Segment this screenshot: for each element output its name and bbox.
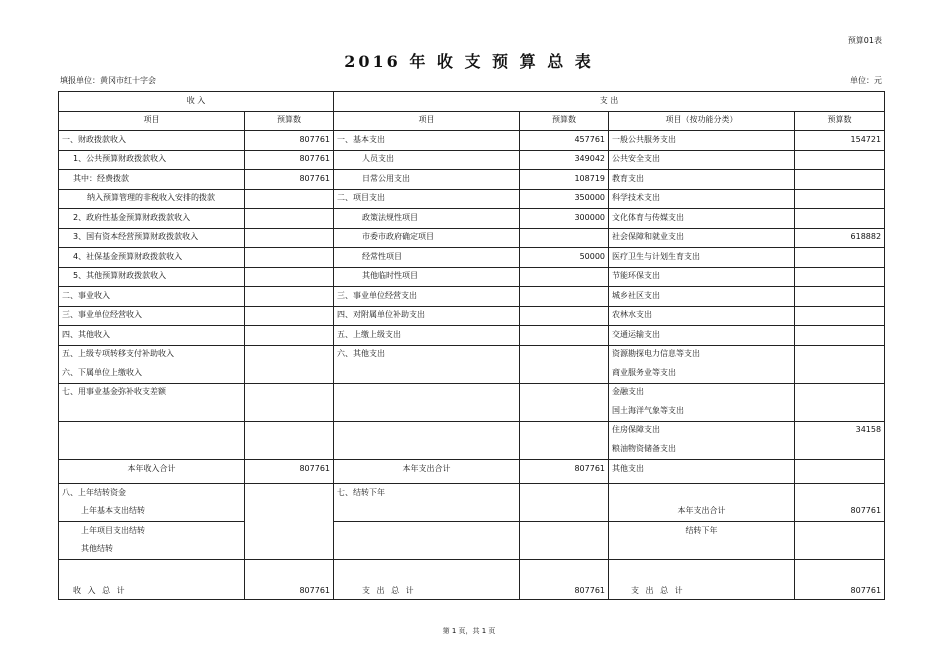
- income-item: 其他结转: [59, 541, 245, 560]
- expense-item: 五、上缴上级支出: [334, 326, 520, 346]
- expense-item: 政策法规性项目: [334, 209, 520, 229]
- expense-item: 七、结转下年: [334, 484, 520, 503]
- income-amount: [245, 189, 334, 209]
- function-item: 城乡社区支出: [609, 287, 795, 307]
- function-item: 资源勘探电力信息等支出: [609, 345, 795, 364]
- income-item: 四、其他收入: [59, 326, 245, 346]
- expense-amount: [520, 228, 609, 248]
- page-number: 第 1 页，共 1 页: [442, 627, 496, 635]
- income-item: 八、上年结转资金: [59, 484, 245, 503]
- income-item: 五、上级专项转移支付补助收入: [59, 345, 245, 364]
- table-row: [59, 326, 885, 346]
- function-amount: [795, 189, 885, 209]
- function-amount: [795, 306, 885, 326]
- expense-grand-total-label: 支 出 总 计: [334, 560, 520, 600]
- expense-item: [334, 364, 520, 383]
- income-amount: [245, 209, 334, 229]
- income-item: 4、社保基金预算财政拨款收入: [59, 248, 245, 268]
- table-row: [59, 383, 885, 402]
- function-amount: [795, 440, 885, 459]
- function-amount: [795, 541, 885, 560]
- table-row: [59, 131, 885, 151]
- income-group-header: 收 入: [59, 92, 334, 112]
- column-header-row: [59, 111, 885, 131]
- expense-year-total-label: 本年支出合计: [334, 459, 520, 484]
- income-amount: [245, 326, 334, 346]
- income-amount: [245, 287, 334, 307]
- income-amount: [245, 248, 334, 268]
- function-item: 公共安全支出: [609, 150, 795, 170]
- table-row: [59, 306, 885, 326]
- table-row: [59, 150, 885, 170]
- table-row: [59, 503, 885, 522]
- expense-amount: [520, 267, 609, 287]
- function-item: 交通运输支出: [609, 326, 795, 346]
- function-item: 一般公共服务支出: [609, 131, 795, 151]
- table-row: [59, 209, 885, 229]
- function-item: 其他支出: [609, 459, 795, 484]
- table-row: [59, 267, 885, 287]
- income-item: 六、下属单位上缴收入: [59, 364, 245, 383]
- income-amount: [245, 345, 334, 383]
- function-amount: [795, 267, 885, 287]
- form-code: 预算01表: [847, 36, 882, 45]
- function-amount: [795, 326, 885, 346]
- expense-year-total-amount: 807761: [520, 459, 609, 484]
- function-amount: 34158: [795, 421, 885, 440]
- table-row: [59, 345, 885, 364]
- expense-amount: [520, 306, 609, 326]
- income-amount: 807761: [245, 131, 334, 151]
- function-amount: [795, 287, 885, 307]
- col-header-expense-budget: 预算数: [520, 111, 609, 131]
- table-row: [59, 364, 885, 383]
- income-grand-total-amount: 807761: [245, 560, 334, 600]
- table-row: [59, 228, 885, 248]
- expense-item: [334, 421, 520, 459]
- function-item: 教育支出: [609, 170, 795, 190]
- expense-item: 六、其他支出: [334, 345, 520, 364]
- function-grand-total-amount: 807761: [795, 560, 885, 600]
- expense-item: 二、项目支出: [334, 189, 520, 209]
- income-amount: [245, 421, 334, 459]
- function-amount: 618882: [795, 228, 885, 248]
- function-amount: [795, 522, 885, 541]
- expense-amount: 349042: [520, 150, 609, 170]
- income-item: 三、事业单位经营收入: [59, 306, 245, 326]
- function-carry-label: 结转下年: [609, 522, 795, 541]
- table-row: [59, 248, 885, 268]
- function-year-total-label: 本年支出合计: [609, 503, 795, 522]
- income-amount: [245, 306, 334, 326]
- expense-amount: [520, 287, 609, 307]
- income-item: [59, 402, 245, 421]
- function-amount: [795, 484, 885, 503]
- expense-item: 三、事业单位经营支出: [334, 287, 520, 307]
- expense-amount: 350000: [520, 189, 609, 209]
- function-item: 文化体育与传媒支出: [609, 209, 795, 229]
- income-item: 二、事业收入: [59, 287, 245, 307]
- expense-amount: 300000: [520, 209, 609, 229]
- expense-amount: 50000: [520, 248, 609, 268]
- income-amount: [245, 383, 334, 421]
- income-item: 1、公共预算财政拨款收入: [59, 150, 245, 170]
- table-row: [59, 522, 885, 541]
- function-item: 住房保障支出: [609, 421, 795, 440]
- income-item: 纳入预算管理的非税收入安排的拨款: [59, 189, 245, 209]
- group-header-row: [59, 92, 885, 112]
- expense-item: [334, 383, 520, 421]
- expense-item: [334, 503, 520, 522]
- function-amount: [795, 383, 885, 402]
- function-item: 社会保障和就业支出: [609, 228, 795, 248]
- function-item: 商业服务业等支出: [609, 364, 795, 383]
- table-row: [59, 189, 885, 209]
- function-year-total-amount: 807761: [795, 503, 885, 522]
- function-amount: [795, 459, 885, 484]
- table-row: [59, 421, 885, 440]
- function-item: 节能环保支出: [609, 267, 795, 287]
- function-amount: [795, 248, 885, 268]
- income-item: 七、用事业基金弥补收支差额: [59, 383, 245, 402]
- income-item: 上年基本支出结转: [59, 503, 245, 522]
- income-item: 3、国有资本经营预算财政拨款收入: [59, 228, 245, 248]
- function-grand-total-label: 支 出 总 计: [609, 560, 795, 600]
- col-header-function-budget: 预算数: [795, 111, 885, 131]
- income-amount: [245, 484, 334, 560]
- income-amount: 807761: [245, 170, 334, 190]
- page-title: 2016 年 收 支 预 算 总 表: [344, 52, 594, 71]
- expense-amount: 457761: [520, 131, 609, 151]
- income-item: 5、其他预算财政拨款收入: [59, 267, 245, 287]
- function-amount: 154721: [795, 131, 885, 151]
- function-amount: [795, 345, 885, 364]
- function-item: 农林水支出: [609, 306, 795, 326]
- income-amount: [245, 267, 334, 287]
- function-amount: [795, 150, 885, 170]
- income-amount: [245, 228, 334, 248]
- expense-amount: [520, 522, 609, 560]
- col-header-income-item: 项目: [59, 111, 245, 131]
- income-item: 2、政府性基金预算财政拨款收入: [59, 209, 245, 229]
- expense-amount: [520, 345, 609, 383]
- table-row: [59, 170, 885, 190]
- table-row: [59, 484, 885, 503]
- income-item: 上年项目支出结转: [59, 522, 245, 541]
- currency-unit: 单位：元: [850, 76, 882, 85]
- grand-total-row: [59, 560, 885, 600]
- expense-item: 其他临时性项目: [334, 267, 520, 287]
- income-grand-total-label: 收 入 总 计: [59, 560, 245, 600]
- expense-group-header: 支 出: [334, 92, 885, 112]
- expense-item: 一、基本支出: [334, 131, 520, 151]
- expense-grand-total-amount: 807761: [520, 560, 609, 600]
- expense-amount: [520, 326, 609, 346]
- expense-item: 人员支出: [334, 150, 520, 170]
- budget-summary-table: [58, 91, 885, 600]
- function-item: 金融支出: [609, 383, 795, 402]
- table-row: [59, 287, 885, 307]
- income-amount: 807761: [245, 150, 334, 170]
- function-item: [609, 541, 795, 560]
- expense-amount: [520, 484, 609, 522]
- income-item: 其中：经费拨款: [59, 170, 245, 190]
- expense-amount: 108719: [520, 170, 609, 190]
- income-item: [59, 421, 245, 459]
- expense-item: 四、对附属单位补助支出: [334, 306, 520, 326]
- col-header-expense-item: 项目: [334, 111, 520, 131]
- expense-amount: [520, 421, 609, 459]
- income-year-total-amount: 807761: [245, 459, 334, 484]
- function-item: 粮油物资储备支出: [609, 440, 795, 459]
- col-header-income-budget: 预算数: [245, 111, 334, 131]
- function-item: 医疗卫生与计划生育支出: [609, 248, 795, 268]
- function-item: 国土海洋气象等支出: [609, 402, 795, 421]
- income-item: 一、财政拨款收入: [59, 131, 245, 151]
- col-header-function-item: 项目（按功能分类）: [609, 111, 795, 131]
- function-amount: [795, 209, 885, 229]
- income-year-total-label: 本年收入合计: [59, 459, 245, 484]
- expense-item: 日常公用支出: [334, 170, 520, 190]
- function-item: [609, 484, 795, 503]
- reporting-unit: 填报单位：黄冈市红十字会: [60, 76, 156, 85]
- function-item: 科学技术支出: [609, 189, 795, 209]
- expense-amount: [520, 383, 609, 421]
- expense-item: [334, 522, 520, 560]
- function-amount: [795, 402, 885, 421]
- expense-item: 经常性项目: [334, 248, 520, 268]
- function-amount: [795, 364, 885, 383]
- expense-item: 市委市政府确定项目: [334, 228, 520, 248]
- function-amount: [795, 170, 885, 190]
